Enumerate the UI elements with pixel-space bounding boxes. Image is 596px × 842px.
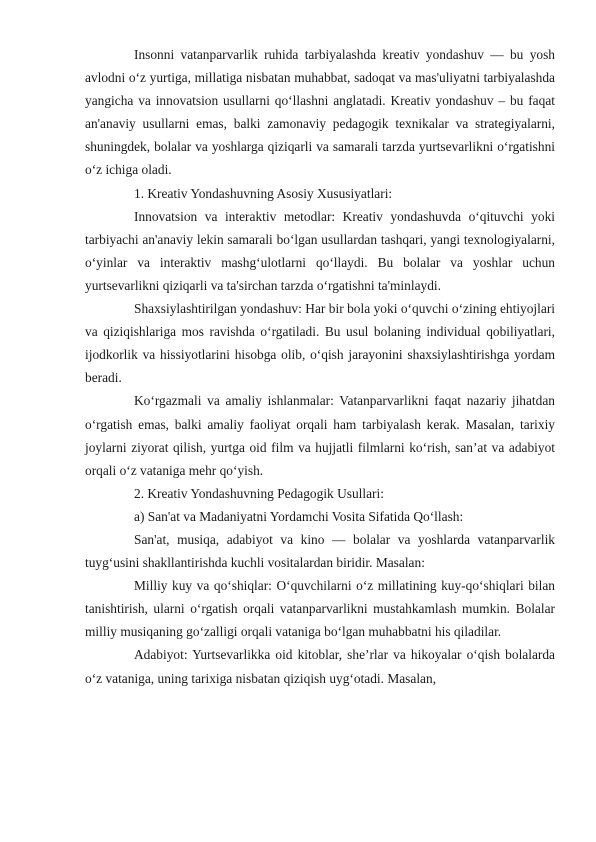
section-heading-2: 2. Kreativ Yondashuvning Pedagogik Usullari: — [134, 485, 384, 501]
paragraph-innovative-methods: Innovatsion va interaktiv metodlar: Kreativ yondashuvda o‘qituvchi yoki tarbiyachi an'anaviy lekin samarali bo‘lgan usullardan tashqari, yangi texnologiyalarni, o‘yinlar va interaktiv mashg‘ulotlarni qo‘llaydi. Bu bolalar va yoshlar uchun yurtsevarlikni qiziqarli va ta'sirchan tarzda o‘rgatishni ta'minlaydi. — [85, 208, 555, 293]
paragraph-personalized-approach: Shaxsiylashtirilgan yondashuv: Har bir bola yoki o‘quvchi o‘zining ehtiyojlari va qiziqishlariga mos ravishda o‘rgatiladi. Bu usul bolaning individual qobiliyatlari, ijodkorlik va hissiyotlarini hisobga olib, o‘qish jarayonini shaxsiylashtirishga yordam beradi. — [85, 301, 555, 386]
document-page — [85, 43, 555, 690]
paragraph-practical-work: Ko‘rgazmali va amaliy ishlanmalar: Vatanparvarlikni faqat nazariy jihatdan o‘rgatish emas, balki amaliy faoliyat orqali ham tarbiyalash kerak. Masalan, tarixiy joylarni ziyorat qilish, yurtga oid film va hujjatli filmlarni ko‘rish, san’at va adabiyot orqali o‘z vataniga mehr qo‘yish. — [85, 393, 555, 478]
paragraph-national-songs: Milliy kuy va qo‘shiqlar: O‘quvchilarni o‘z millatining kuy-qo‘shiqlari bilan tanishtirish, ularni o‘rgatish orqali vatanparvarlikni mustahkamlash mumkin. Bolalar milliy musiqaning go‘zalligi orqali vataniga bo‘lgan muhabbatni his qiladilar. — [85, 578, 555, 640]
paragraph-intro: Insonni vatanparvarlik ruhida tarbiyalashda kreativ yondashuv — bu yosh avlodni o‘z yurtiga, millatiga nisbatan muhabbat, sadoqat va mas'uliyatni tarbiyalashda yangicha va innovatsion usullarni qo‘llashni anglatadi. Kreativ yondashuv – bu faqat an'anaviy usullarni emas, balki zamonaviy pedagogik texnikalar va strategiyalarni, shuningdek, bolalar va yoshlarga qiziqarli va samarali tarzda yurtsevarlikni o‘rgatishni o‘z ichiga oladi. — [85, 47, 555, 178]
paragraph-literature: Adabiyot: Yurtsevarlikka oid kitoblar, she’rlar va hikoyalar o‘qish bolalarda o‘z vataniga, uning tarixiga nisbatan qiziqish uyg‘otadi. Masalan, — [85, 647, 555, 686]
section-heading-1: 1. Kreativ Yondashuvning Asosiy Xususiyatlari: — [134, 185, 393, 201]
subsection-heading-a: a) San'at va Madaniyatni Yordamchi Vosita Sifatida Qo‘llash: — [134, 508, 464, 524]
paragraph-art-culture: San'at, musiqa, adabiyot va kino — bolalar va yoshlarda vatanparvarlik tuyg‘usini shakllantirishda kuchli vositalardan biridir. Masalan: — [85, 531, 555, 571]
